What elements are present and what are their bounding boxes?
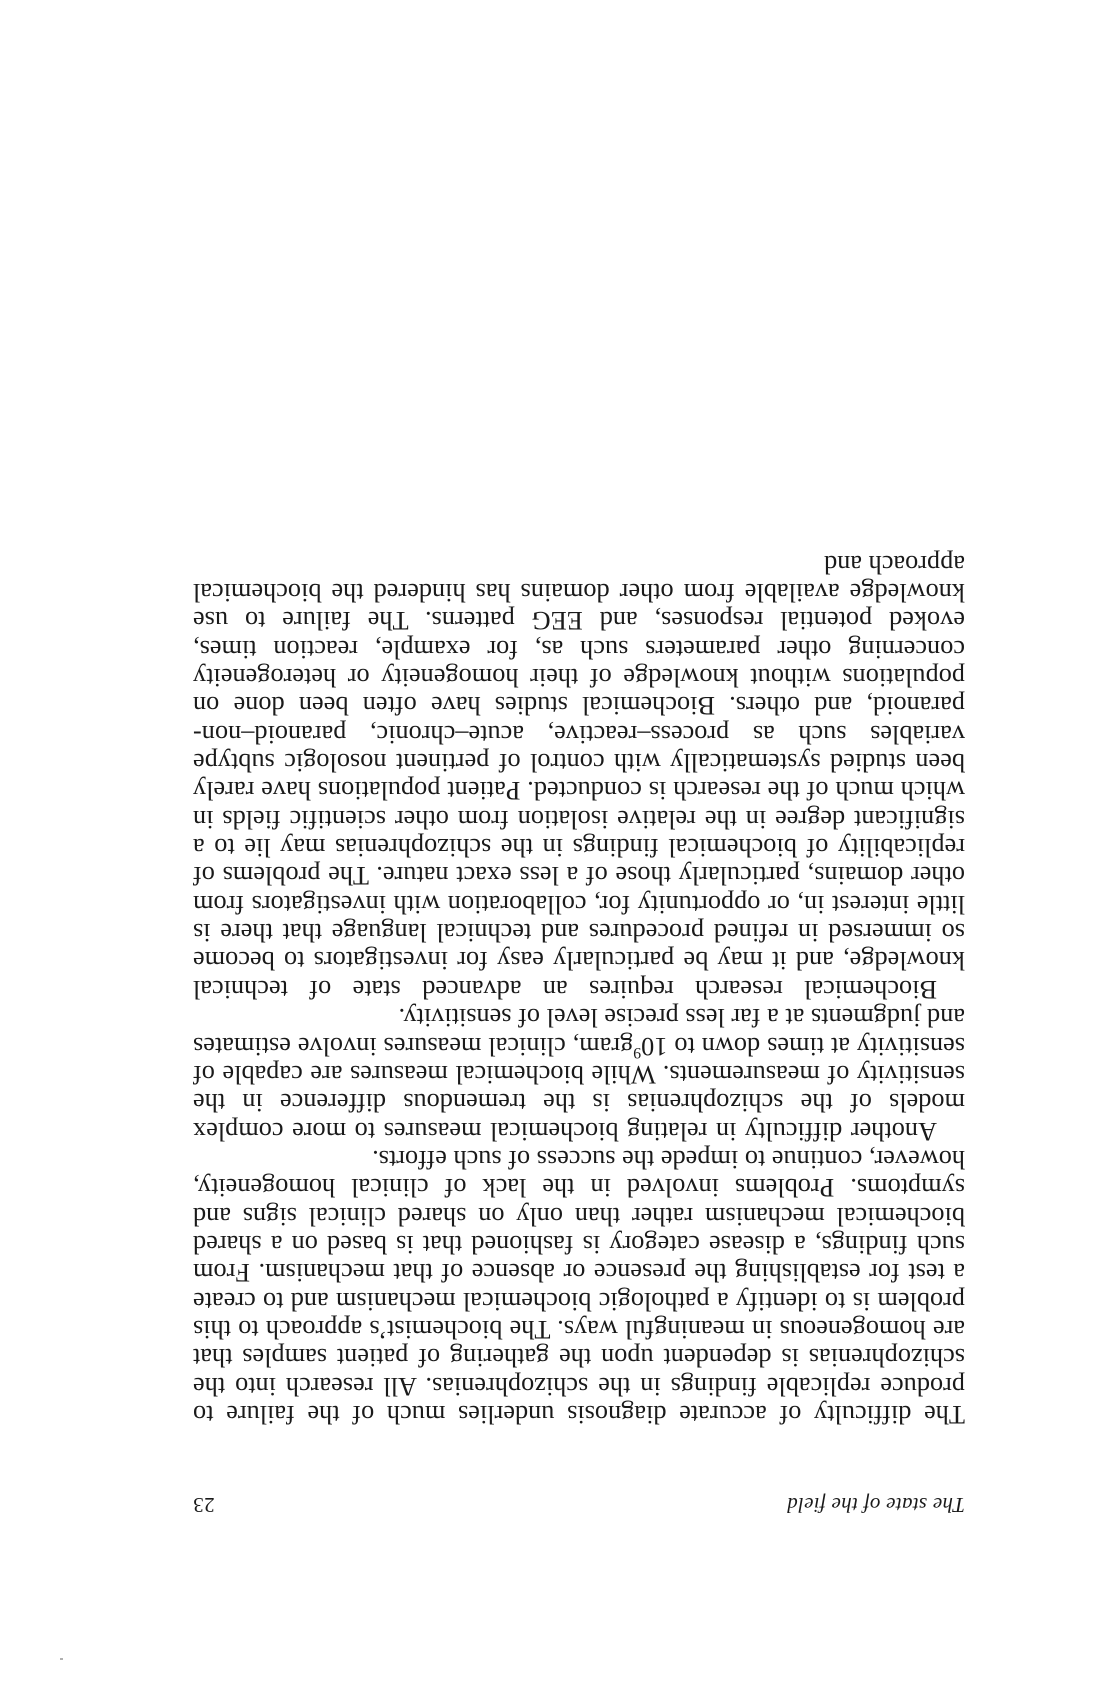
body-text xyxy=(193,549,965,1428)
running-head-title: The state of the field xyxy=(786,1493,965,1517)
paragraph-sensitivity-text-b: gram, clinical measures involve estimates and judgments at a far less precise level of sensitivity. xyxy=(193,1003,965,1061)
running-head xyxy=(193,1492,965,1517)
paragraph-diagnosis: The difficulty of accurate diagnosis underlies much of the failure to produce replicable findings in the schizophrenias. All research into the schizophrenias is dependent upon the gathering of patient samples that are homogeneous in meaningful ways. The biochemist’s approach to this problem is to identify a pathologic biochemical mechanism and to create a test for establishing the presence or absence of that mechanism. From such findings, a disease category is fashioned that is based on a shared biochemical mechanism rather than only on shared clinical signs and symptoms. Problems involved in the lack of clinical homogeneity, however, continue to impede the success of such efforts. xyxy=(193,1144,965,1429)
exponent-superscript: 9 xyxy=(633,1043,642,1061)
page-number: 23 xyxy=(193,1493,215,1517)
paragraph-sensitivity-text-a: Another difficulty in relating biochemical measures to more complex models of the schizophrenias is the tremendous difference in the sensitivity of measurements. While biochemical measures are capable of sensitivity at times down to 10 xyxy=(193,1031,965,1146)
paragraph-sensitivity xyxy=(193,1003,965,1145)
paragraph-isolation: Biochemical research requires an advanced state of technical knowledge, and it may be particularly easy for investigators to become so immersed in refined procedures and technical language that there is little interest in, or opportunity for, collaboration with investigators from other domains, particularly those of a less exact nature. The problems of replicability of biochemical findings in the schizophrenias may lie to a significant degree in the relative isolation from other scientific fields in which much of the research is conducted. Patient populations have rarely been studied systematically with control of pertinent nosologic subtype variables such as process–reactive, acute–chronic, paranoid–nonparanoid, and others. Biochemical studies have often been done on populations without knowledge of their homogeneity or heterogeneity concerning other parameters such as, for example, reaction times, evoked potential responses, and EEG patterns. The failure to use knowledge available from other domains has hindered the biochemical approach and xyxy=(193,549,965,1004)
scan-speck xyxy=(60,1658,63,1660)
